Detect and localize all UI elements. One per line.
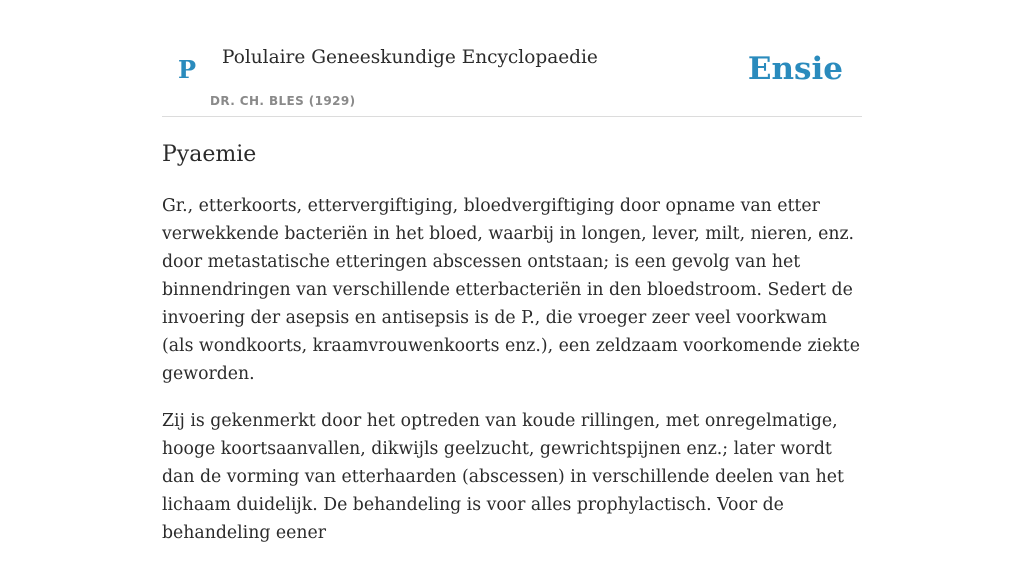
entry-paragraph: Zij is gekenmerkt door het optreden van koude rillingen, met onregelmatige, hooge koortsaanvallen, dikwijls geelzucht, gewrichtspijnen enz.; later wordt dan de vorming van etterhaarden (abscessen) in verschillende deelen van het lichaam duidelijk. De behandeling is voor alles prophylactisch. Voor de behandeling eener bbox=[162, 411, 844, 543]
entry-body bbox=[162, 192, 862, 566]
brand-logo-link[interactable]: Ensie bbox=[747, 51, 843, 87]
book-author: DR. CH. BLES (1929) bbox=[210, 94, 356, 108]
page bbox=[162, 0, 862, 543]
book-logo[interactable]: P bbox=[178, 55, 197, 84]
entry-title: Pyaemie bbox=[162, 142, 257, 167]
entry-paragraph: Gr., etterkoorts, ettervergiftiging, bloedvergiftiging door opname van etter verwekkende bacteriën in het bloed, waarbij in longen, lever, milt, nieren, enz. door metastatische etteringen abscessen ontstaan; is een gevolg van het binnendringen van verschillende etterbacteriën in den bloedstroom. Sedert de invoering der asepsis en antisepsis is de P., die vroeger zeer veel voorkwam (als wondkoorts, kraamvrouwenkoorts enz.), een zeldzaam voorkomende ziekte geworden. bbox=[162, 196, 860, 384]
header bbox=[162, 0, 862, 117]
book-title[interactable]: Polulaire Geneeskundige Encyclopaedie bbox=[222, 47, 598, 68]
